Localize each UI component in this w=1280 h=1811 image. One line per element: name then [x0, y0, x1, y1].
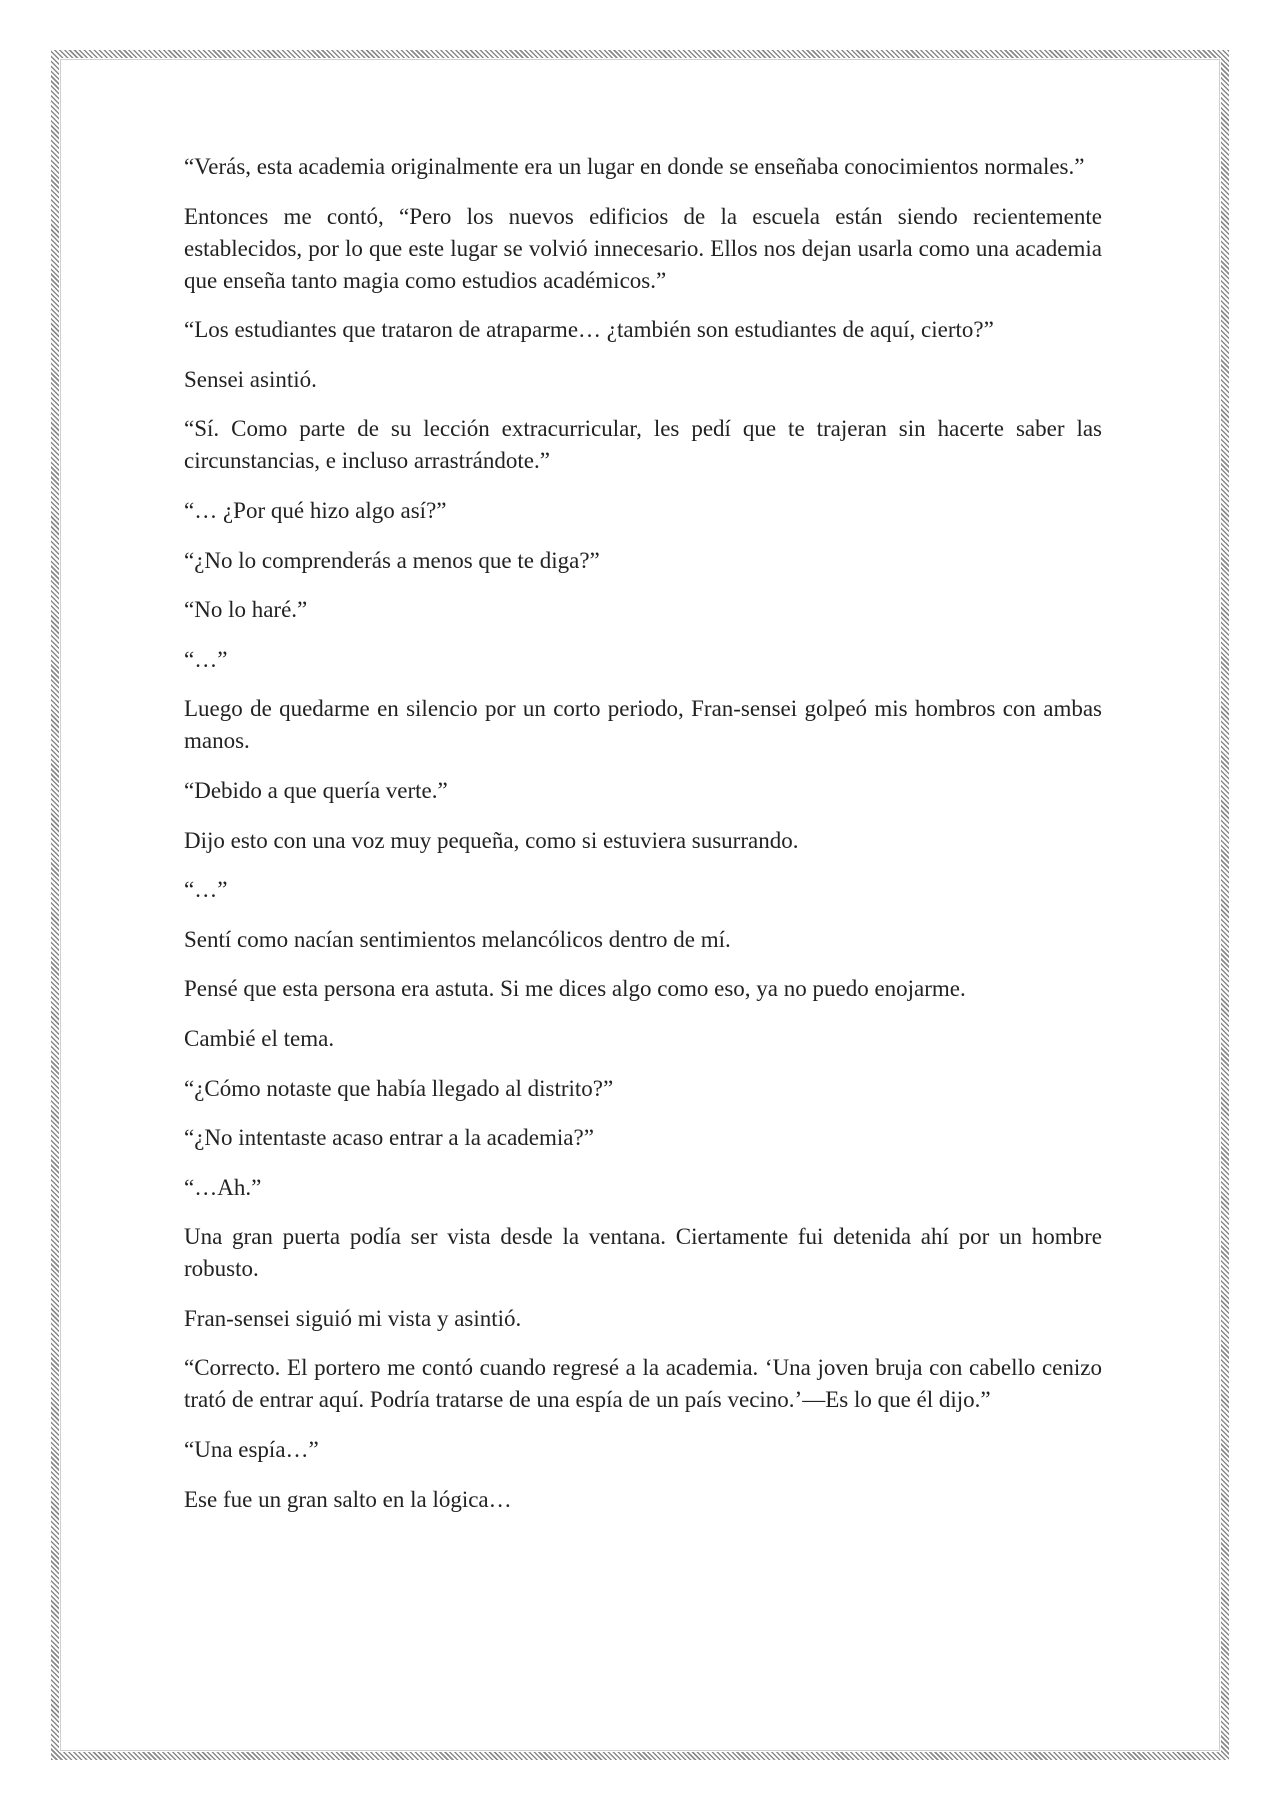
paragraph: “…Ah.”: [184, 1174, 262, 1200]
paragraph: Entonces me contó, “Pero los nuevos edificios de la escuela están siendo recientemente establecidos, por lo que este lugar se volvió innecesario. Ellos nos dejan usarla como una academia que enseña tanto magia como estudios académicos.”: [184, 203, 1102, 293]
paragraph: Sensei asintió.: [184, 366, 317, 392]
paragraph: “¿No lo comprenderás a menos que te diga?”: [184, 547, 600, 573]
paragraph: Fran-sensei siguió mi vista y asintió.: [184, 1305, 522, 1331]
paragraph: Cambié el tema.: [184, 1025, 335, 1051]
paragraph: “…”: [184, 646, 228, 672]
paragraph: Pensé que esta persona era astuta. Si me dices algo como eso, ya no puedo enojarme.: [184, 976, 966, 1002]
paragraph: Luego de quedarme en silencio por un corto periodo, Fran-sensei golpeó mis hombros con ambas manos.: [184, 696, 1102, 754]
paragraph: “No lo haré.”: [184, 597, 308, 623]
paragraph: “Correcto. El portero me contó cuando regresé a la academia. ‘Una joven bruja con cabello cenizo trató de entrar aquí. Podría tratarse de una espía de un país vecino.’—Es lo que él dijo.”: [184, 1355, 1102, 1413]
paragraph: Ese fue un gran salto en la lógica…: [184, 1486, 512, 1512]
paragraph: “¿Cómo notaste que había llegado al distrito?”: [184, 1075, 614, 1101]
paragraph: “Sí. Como parte de su lección extracurricular, les pedí que te trajeran sin hacerte saber las circunstancias, e incluso arrastrándote.”: [184, 416, 1102, 474]
paragraph: Una gran puerta podía ser vista desde la ventana. Ciertamente fui detenida ahí por un hombre robusto.: [184, 1224, 1102, 1282]
document-body: [184, 151, 1102, 1533]
paragraph: “…”: [184, 877, 228, 903]
paragraph: “Una espía…”: [184, 1437, 319, 1463]
paragraph: Dijo esto con una voz muy pequeña, como si estuviera susurrando.: [184, 827, 799, 853]
paragraph: “Verás, esta academia originalmente era un lugar en donde se enseñaba conocimientos normales.”: [184, 154, 1085, 179]
paragraph: “… ¿Por qué hizo algo así?”: [184, 497, 447, 523]
paragraph: “¿No intentaste acaso entrar a la academia?”: [184, 1125, 594, 1151]
paragraph: “Los estudiantes que trataron de atraparme… ¿también son estudiantes de aquí, cierto?”: [184, 317, 994, 343]
paragraph: Sentí como nacían sentimientos melancólicos dentro de mí.: [184, 926, 731, 952]
paragraph: “Debido a que quería verte.”: [184, 777, 448, 803]
